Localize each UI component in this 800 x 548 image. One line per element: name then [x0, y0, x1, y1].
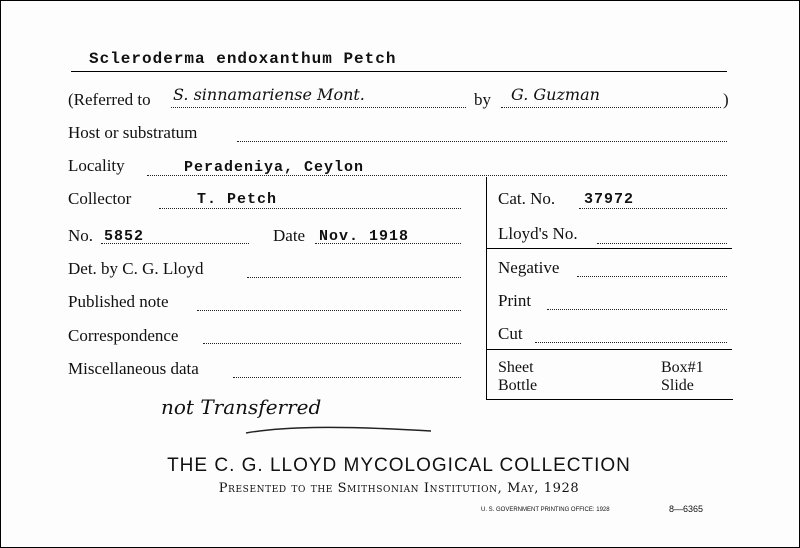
- misc-label: Miscellaneous data: [68, 359, 199, 378]
- collector-dots: [159, 208, 461, 209]
- number-value: 5852: [104, 228, 145, 245]
- correspondence-label: Correspondence: [68, 326, 179, 345]
- negative-label: Negative: [498, 258, 560, 277]
- referred-species-handwritten: S. sinnamariense Mont.: [173, 85, 365, 104]
- date-value: Nov. 1918: [319, 228, 410, 245]
- print-dots: [547, 309, 727, 310]
- number-dots: [101, 243, 249, 244]
- footer-title: THE C. G. LLOYD MYCOLOGICAL COLLECTION: [167, 455, 631, 476]
- species-name: Scleroderma endoxanthum Petch: [89, 50, 397, 68]
- lloyds-no-label: Lloyd's No.: [498, 224, 578, 243]
- catalog-divider-1: [486, 248, 732, 249]
- referred-by-label: by: [474, 90, 491, 109]
- date-label: Date: [273, 226, 306, 245]
- footer-subtitle: Presented to the Smithsonian Institution, May, 1928: [218, 481, 580, 496]
- form-code: 8—6365: [669, 504, 704, 514]
- det-dots: [247, 277, 461, 278]
- locality-dots: [147, 175, 727, 176]
- det-label: Det. by C. G. Lloyd: [68, 259, 204, 278]
- referred-species-dots: [171, 107, 466, 108]
- locality-value: Peradeniya, Ceylon: [184, 159, 365, 176]
- referred-close: ): [723, 90, 729, 109]
- printing-office: U. S. GOVERNMENT PRINTING OFFICE: 1928: [481, 507, 610, 513]
- bottle-label: Bottle: [498, 377, 538, 394]
- cat-no-value: 37972: [584, 191, 635, 208]
- cat-no-dots: [579, 208, 727, 209]
- sheet-label: Sheet: [498, 359, 534, 376]
- published-dots: [197, 310, 461, 311]
- species-underline: [71, 71, 727, 72]
- collector-label: Collector: [68, 189, 132, 208]
- slide-label: Slide: [661, 377, 694, 394]
- print-label: Print: [498, 291, 532, 310]
- host-label: Host or substratum: [68, 123, 198, 142]
- number-label: No.: [68, 226, 94, 245]
- box-label: Box#1: [661, 359, 704, 376]
- referred-by-handwritten: G. Guzman: [511, 85, 600, 104]
- date-dots: [315, 243, 461, 244]
- lloyds-no-dots: [597, 243, 727, 244]
- cut-dots: [535, 342, 727, 343]
- handwriting-stroke: [241, 419, 441, 439]
- misc-dots: [233, 377, 461, 378]
- correspondence-dots: [203, 343, 461, 344]
- cat-no-label: Cat. No.: [498, 189, 556, 208]
- host-dots: [237, 141, 727, 142]
- catalog-divider-2: [486, 349, 732, 350]
- published-label: Published note: [68, 292, 169, 311]
- negative-dots: [577, 276, 727, 277]
- cut-label: Cut: [498, 324, 523, 343]
- handwritten-note: not Transferred: [161, 395, 322, 419]
- collector-value: T. Petch: [197, 191, 278, 208]
- referred-by-dots: [501, 107, 721, 108]
- referred-label: (Referred to: [68, 90, 151, 109]
- locality-label: Locality: [68, 156, 125, 175]
